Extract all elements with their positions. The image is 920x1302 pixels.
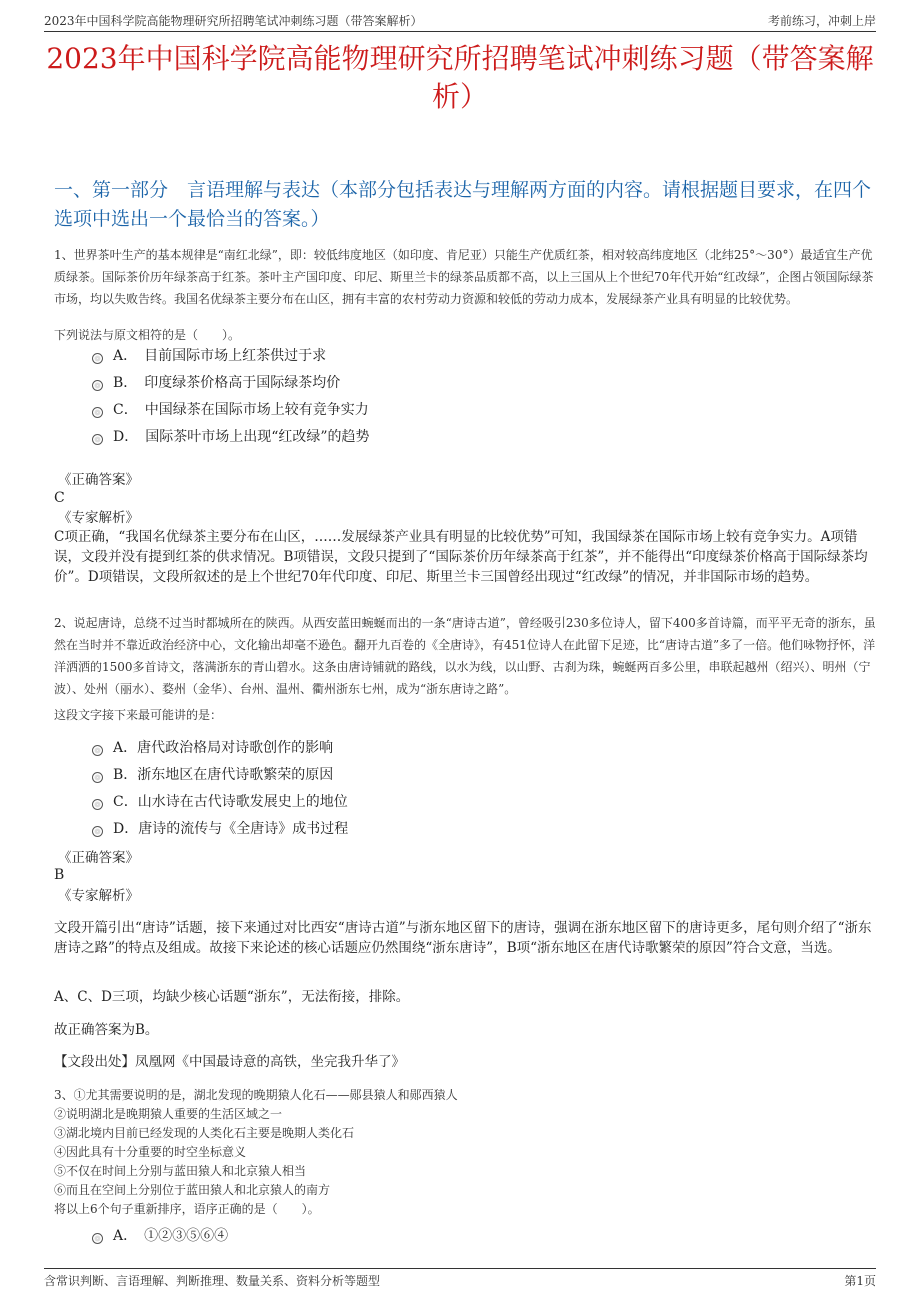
q2-source: 【文段出处】凤凰网《中国最诗意的高铁，坐完我升华了》 [54,1054,405,1070]
q1-answer-label: 《正确答案》 [58,472,139,488]
footer-divider [44,1268,876,1269]
q1-option-b[interactable] [92,372,340,394]
q1-passage: 1、世界茶叶生产的基本规律是“南红北绿”，即：较低纬度地区（如印度、肯尼亚）只能生产优质红茶，相对较高纬度地区（北纬25°～30°）最适宜生产优质绿茶。国际茶价历年绿茶高于红茶。茶叶主产国印度、印尼、斯里兰卡的绿茶品质都不高，以上三国从上个世纪70年代开始“红改绿”，企图占领国际绿茶市场，均以失败告终。我国名优绿茶主要分布在山区，拥有丰富的农村劳动力资源和较低的劳动力成本，发展绿茶产业具有明显的比较优势。 [54,248,874,306]
option-label: B． 印度绿茶价格高于国际绿茶均价 [113,375,341,391]
q2-option-b[interactable] [92,764,333,786]
q2-option-c[interactable] [92,791,348,813]
option-label: B．浙东地区在唐代诗歌繁荣的原因 [113,767,334,783]
q1-option-a[interactable] [92,345,326,367]
q3-line-6: ⑥而且在空间上分别位于蓝田猿人和北京猿人的南方 [54,1183,331,1197]
radio-icon[interactable] [92,826,103,837]
header-doc-title: 2023年中国科学院高能物理研究所招聘笔试冲刺练习题（带答案解析） [44,14,423,28]
q1-option-c[interactable] [92,399,369,421]
footer-topics: 含常识判断、言语理解、判断推理、数量关系、资料分析等题型 [44,1274,381,1288]
radio-icon[interactable] [92,353,103,364]
section-heading: 一、第一部分 言语理解与表达（本部分包括表达与理解两方面的内容。请根据题目要求，在四个选项中选出一个最恰当的答案。） [54,179,872,230]
q2-answer-label: 《正确答案》 [58,850,139,866]
page-title: 2023年中国科学院高能物理研究所招聘笔试冲刺练习题（带答案解析） [46,42,874,113]
option-label: C．山水诗在古代诗歌发展史上的地位 [113,794,348,810]
page-header [44,8,876,30]
q1-analysis-label: 《专家解析》 [58,510,139,526]
q1-option-d[interactable] [92,426,370,448]
q1-analysis: C项正确，“我国名优绿茶主要分布在山区，……发展绿茶产业具有明显的比较优势”可知，我国绿茶在国际市场上较有竞争实力。A项错误，文段并没有提到红茶的供求情况。B项错误，文段只提到了“国际茶价历年绿茶高于红茶”，并不能得出“印度绿茶价格高于国际绿茶均价”。D项错误，文段所叙述的是上个世纪70年代印度、印尼、斯里兰卡三国曾经出现过“红改绿”的情况，并非国际市场的趋势。 [54,529,868,585]
option-label: C． 中国绿茶在国际市场上较有竞争实力 [113,402,369,418]
q3-line-5: ⑤不仅在时间上分别与蓝田猿人和北京猿人相当 [54,1164,307,1178]
radio-icon[interactable] [92,772,103,783]
radio-icon[interactable] [92,407,103,418]
radio-icon[interactable] [92,434,103,445]
header-slogan: 考前练习，冲刺上岸 [767,14,876,28]
q3-line-2: ②说明湖北是晚期猿人重要的生活区域之一 [54,1107,283,1121]
q3-line-1: 3、①尤其需要说明的是，湖北发现的晚期猿人化石——郧县猿人和郧西猿人 [54,1088,458,1102]
radio-icon[interactable] [92,745,103,756]
q3-question: 将以上6个句子重新排序，语序正确的是（ ）。 [54,1202,320,1216]
q2-option-a[interactable] [92,737,333,759]
q3-option-a[interactable] [92,1225,228,1247]
q2-answer: B [54,867,65,883]
option-label: A． ①②③⑤⑥④ [113,1228,229,1244]
header-divider [44,31,876,32]
q1-answer: C [54,490,65,506]
radio-icon[interactable] [92,1233,103,1244]
q2-analysis-extra: A、C、D三项，均缺少核心话题“浙东”，无法衔接，排除。 [54,989,410,1005]
option-label: A． 目前国际市场上红茶供过于求 [113,348,327,364]
q1-question: 下列说法与原文相符的是（ ）。 [54,328,241,342]
q3-line-3: ③湖北境内目前已经发现的人类化石主要是晚期人类化石 [54,1126,355,1140]
q2-conclusion: 故正确答案为B。 [54,1022,159,1038]
q2-analysis: 文段开篇引出“唐诗”话题，接下来通过对比西安“唐诗古道”与浙东地区留下的唐诗，强调在浙东地区留下的唐诗更多，尾句则介绍了“浙东唐诗之路”的特点及组成。故接下来论述的核心话题应仍然围绕“浙东唐诗”，B项“浙东地区在唐代诗歌繁荣的原因”符合文意，当选。 [54,920,872,956]
page-number: 第1页 [844,1274,876,1288]
option-label: A．唐代政治格局对诗歌创作的影响 [113,740,334,756]
option-label: D．唐诗的流传与《全唐诗》成书过程 [113,821,349,837]
q2-passage: 2、说起唐诗，总绕不过当时都城所在的陕西。从西安蓝田蜿蜒而出的一条“唐诗古道”，曾经吸引230多位诗人，留下400多首诗篇，而平平无奇的浙东，虽然在当时并不靠近政治经济中心，文化输出却毫不逊色。翻开九百卷的《全唐诗》，有451位诗人在此留下足迹，比“唐诗古道”多了一倍。他们咏物抒怀，洋洋洒洒的1500多首诗文，落满浙东的青山碧水。这条由唐诗铺就的路线，以水为线，以山野、古刹为珠，蜿蜒两百多公里，串联起越州（绍兴）、明州（宁波）、处州（丽水）、婺州（金华）、台州、温州、衢州浙东七州，成为“浙东唐诗之路”。 [54,616,876,696]
radio-icon[interactable] [92,380,103,391]
q2-analysis-label: 《专家解析》 [58,888,139,904]
radio-icon[interactable] [92,799,103,810]
option-label: D． 国际茶叶市场上出现“红改绿”的趋势 [113,429,370,445]
q2-option-d[interactable] [92,818,348,840]
q2-question: 这段文字接下来最可能讲的是： [54,708,223,722]
q3-line-4: ④因此具有十分重要的时空坐标意义 [54,1145,247,1159]
